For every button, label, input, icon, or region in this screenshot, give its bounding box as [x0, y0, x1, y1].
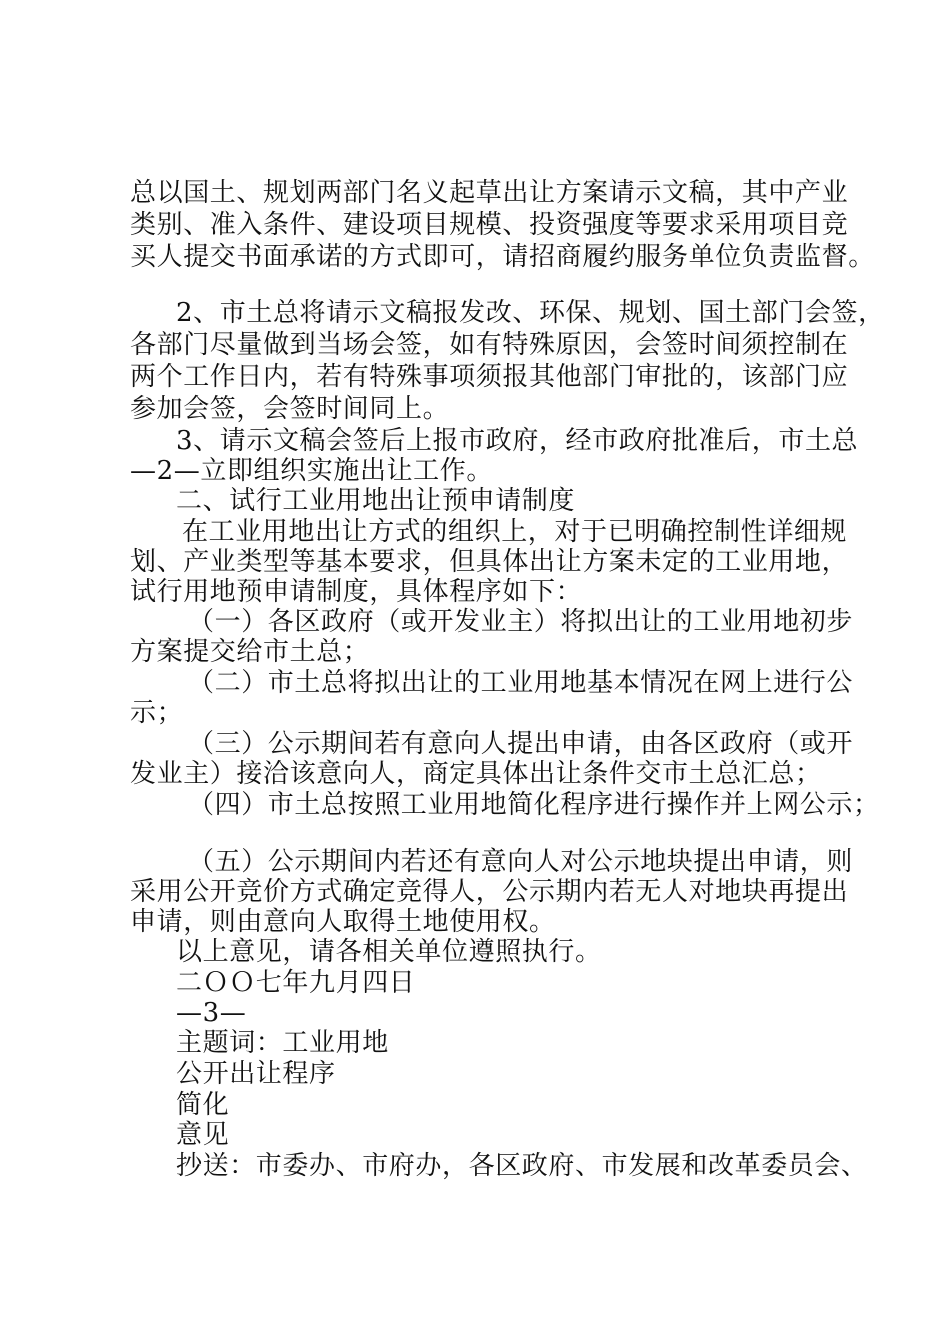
text-line: 2、市土总将请示文稿报发改、环保、规划、国土部门会签， — [176, 298, 885, 328]
date-line: 二ＯＯ七年九月四日 — [176, 968, 416, 998]
keywords-line: 公开出让程序 — [176, 1059, 336, 1089]
list-item: （四）市土总按照工业用地简化程序进行操作并上网公示； — [188, 790, 880, 820]
closing-line: 以上意见，请各相关单位遵照执行。 — [176, 937, 602, 967]
list-item: （五）公示期间内若还有意向人对公示地块提出申请，则 — [188, 847, 854, 877]
list-item: （三）公示期间若有意向人提出申请，由各区政府（或开 — [188, 729, 854, 759]
text-line: 申请，则由意向人取得土地使用权。 — [130, 907, 556, 937]
page-marker: —3— — [176, 998, 247, 1028]
text-line: 总以国土、规划两部门名义起草出让方案请示文稿，其中产业 — [130, 178, 849, 208]
text-line: 发业主）接洽该意向人，商定具体出让条件交市土总汇总； — [130, 759, 822, 789]
text-line: 买人提交书面承诺的方式即可，请招商履约服务单位负责监督。 — [130, 242, 875, 272]
list-item: （二）市土总将拟出让的工业用地基本情况在网上进行公 — [188, 668, 854, 698]
section-heading: 二、试行工业用地出让预申请制度 — [176, 486, 576, 516]
text-line: 各部门尽量做到当场会签，如有特殊原因，会签时间须控制在 — [130, 330, 849, 360]
text-line: 方案提交给市土总； — [130, 637, 370, 667]
text-line: 采用公开竞价方式确定竞得人，公示期内若无人对地块再提出 — [130, 877, 849, 907]
text-line: 3、请示文稿会签后上报市政府，经市政府批准后，市土总 — [176, 426, 859, 456]
text-line: 类别、准入条件、建设项目规模、投资强度等要求采用项目竞 — [130, 210, 849, 240]
page-marker: —2—立即组织实施出让工作。 — [130, 456, 493, 486]
text-line: 示； — [130, 698, 184, 728]
cc-line: 抄送：市委办、市府办，各区政府、市发展和改革委员会、 — [176, 1151, 868, 1181]
keywords-line: 主题词：工业用地 — [176, 1028, 389, 1058]
text-line: 在工业用地出让方式的组织上，对于已明确控制性详细规 — [182, 517, 848, 547]
keywords-line: 意见 — [176, 1120, 230, 1150]
text-line: 两个工作日内，若有特殊事项须报其他部门审批的，该部门应 — [130, 362, 849, 392]
text-line: 划、产业类型等基本要求，但具体出让方案未定的工业用地， — [130, 547, 849, 577]
text-line: 试行用地预申请制度，具体程序如下： — [130, 577, 583, 607]
keywords-line: 简化 — [176, 1090, 230, 1120]
list-item: （一）各区政府（或开发业主）将拟出让的工业用地初步 — [188, 607, 854, 637]
text-line: 参加会签，会签时间同上。 — [130, 394, 450, 424]
